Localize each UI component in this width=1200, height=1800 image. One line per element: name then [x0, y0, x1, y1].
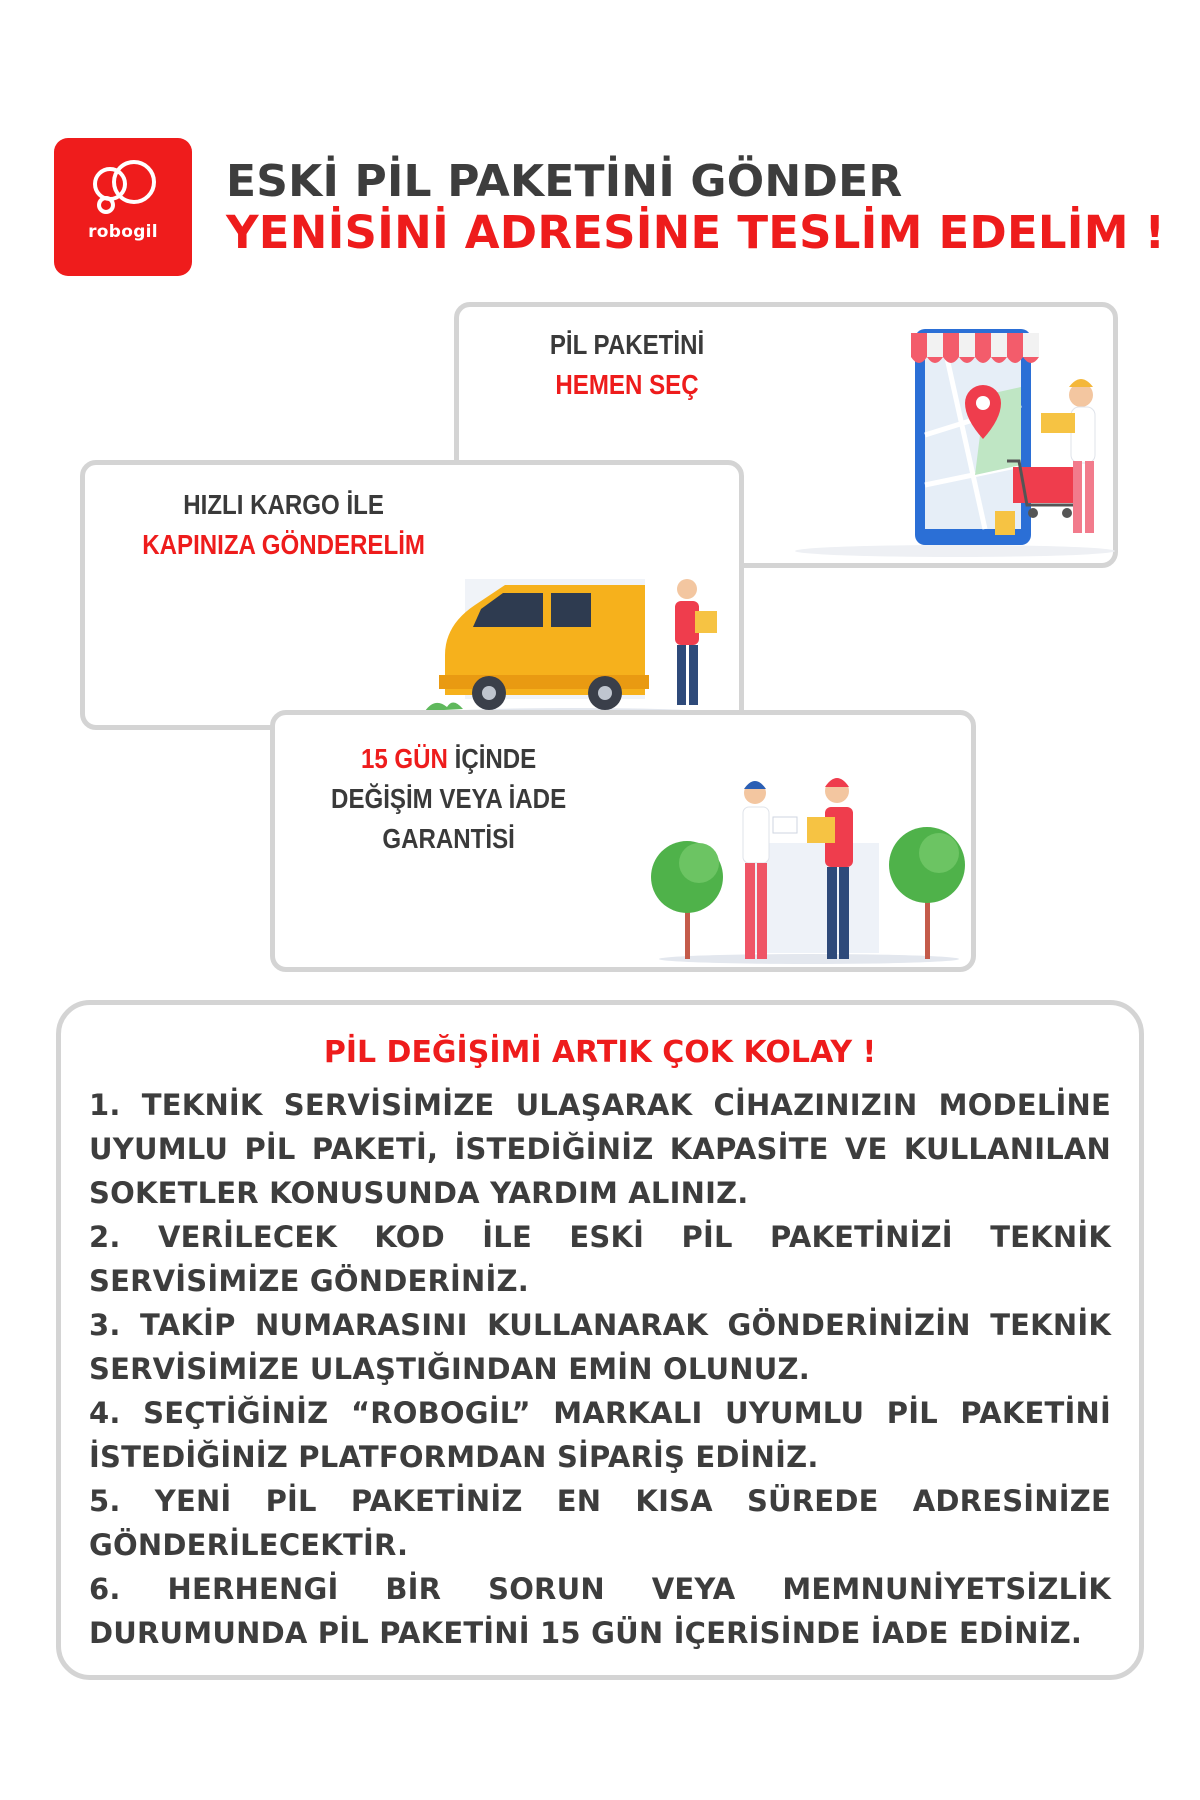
- card-guarantee-text: [311, 739, 586, 859]
- handover-people-icon: [649, 773, 969, 969]
- delivery-van-icon: [425, 565, 735, 725]
- brand-name: robogil: [88, 222, 158, 242]
- instructions-box: [56, 1000, 1144, 1680]
- headline-line2: YENİSİNİ ADRESİNE TESLİM EDELİM !: [226, 206, 1166, 259]
- shop-map-icon: [775, 315, 1115, 565]
- instruction-step: 3. TAKİP NUMARASINI KULLANARAK GÖNDERİNİZİN TEKNİK SERVİSİMİZE ULAŞTIĞINDAN EMİN OLUNUZ.: [89, 1308, 1111, 1386]
- card-fast-shipping: [80, 460, 744, 730]
- card-guarantee-line3: GARANTİSİ: [382, 823, 515, 854]
- card-guarantee-line1: 15 GÜN İÇİNDE: [360, 743, 537, 774]
- instruction-step: 1. TEKNİK SERVİSİMİZE ULAŞARAK CİHAZINIZIN MODELİNE UYUMLU PİL PAKETİ, İSTEDİĞİNİZ KAPASİTE VE KULLANILAN SOKETLER KONUSUNDA YARDIM ALINIZ.: [89, 1088, 1111, 1210]
- card-guarantee-line2: DEĞİŞİM VEYA İADE: [331, 783, 567, 814]
- card-shipping-text: [103, 485, 464, 565]
- instruction-step: 5. YENİ PİL PAKETİNİZ EN KISA SÜREDE ADRESİNİZE GÖNDERİLECEKTİR.: [89, 1484, 1111, 1562]
- instructions-list: [89, 1083, 1111, 1655]
- instruction-step: 6. HERHENGİ BİR SORUN VEYA MEMNUNİYETSİZLİK DURUMUNDA PİL PAKETİNİ 15 GÜN İÇERİSİNDE İADE EDİNİZ.: [89, 1572, 1111, 1650]
- card-select-line2: HEMEN SEÇ: [555, 369, 699, 400]
- instruction-step: 4. SEÇTİĞİNİZ “ROBOGİL” MARKALI UYUMLU PİL PAKETİNİ İSTEDİĞİNİZ PLATFORMDAN SİPARİŞ EDİNİZ.: [89, 1396, 1111, 1474]
- card-select-text: [541, 325, 713, 405]
- brand-logo: [54, 138, 192, 276]
- card-shipping-line2: KAPINIZA GÖNDERELİM: [142, 529, 425, 560]
- instruction-step: 2. VERİLECEK KOD İLE ESKİ PİL PAKETİNİZİ TEKNİK SERVİSİMİZE GÖNDERİNİZ.: [89, 1220, 1111, 1298]
- card-select-line1: PİL PAKETİNİ: [549, 329, 705, 360]
- instructions-title: PİL DEĞİŞİMİ ARTIK ÇOK KOLAY !: [323, 1035, 877, 1070]
- card-shipping-line1: HIZLI KARGO İLE: [183, 489, 384, 520]
- guarantee-days: 15 GÜN: [360, 743, 448, 774]
- robogil-logo-icon: [54, 138, 192, 276]
- card-return-guarantee: [270, 710, 976, 972]
- headline-line1: ESKİ PİL PAKETİNİ GÖNDER: [226, 156, 903, 207]
